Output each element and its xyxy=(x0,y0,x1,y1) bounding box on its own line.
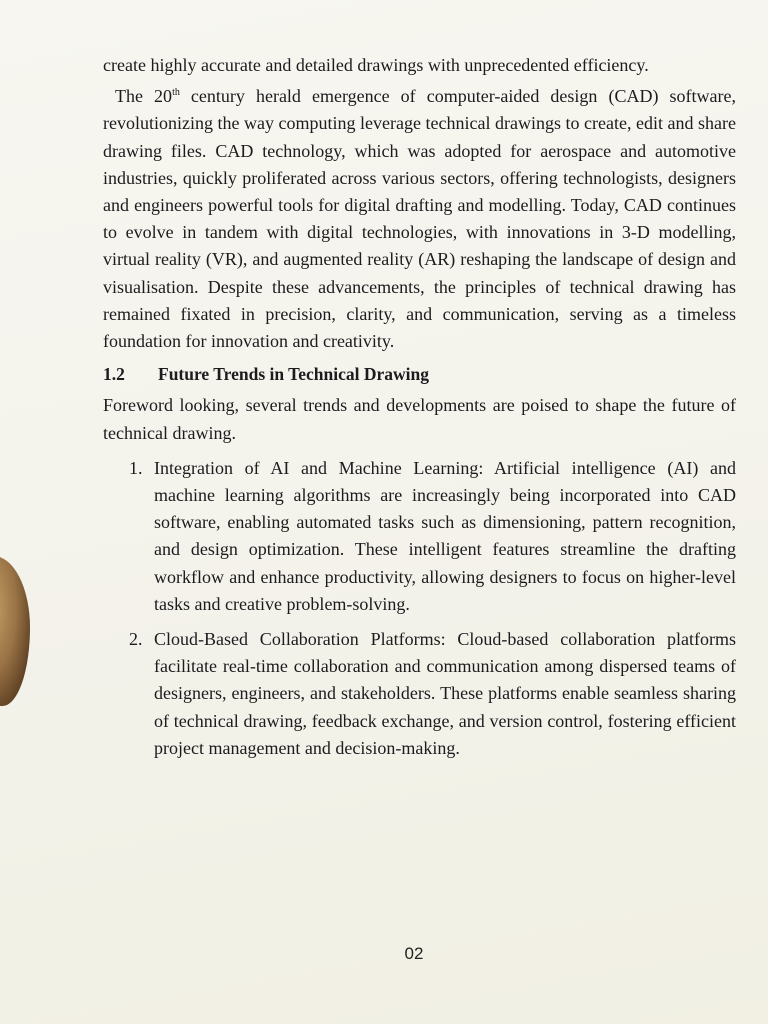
thumb-image xyxy=(0,556,30,706)
list-item xyxy=(103,626,736,762)
list-marker: 1. xyxy=(129,457,143,478)
section-number: 1.2 xyxy=(103,364,125,385)
intro-line: create highly accurate and detailed drawings with unprecedented efficiency. xyxy=(103,55,649,75)
list-item-text: Integration of AI and Machine Learning: Artificial intelligence (AI) and machine learning algorithms are increasingly being incorporated into CAD software, enabling automated tasks such as dimensioning, pattern recognition, and design optimization. These intelligent features streamline the drafting workflow and enhance productivity, allowing designers to focus on higher-level tasks and creative problem-solving. xyxy=(154,457,736,614)
list-item-text: Cloud-Based Collaboration Platforms: Cloud-based collaboration platforms facilitate real-time collaboration and communication among dispersed teams of designers, engineers, and stakeholders. These platforms enable seamless sharing of technical drawing, feedback exchange, and version control, fostering efficient project management and decision-making. xyxy=(154,629,736,758)
para-rest: century herald emergence of computer-aided design (CAD) software, revolutionizing the way computing leverage technical drawings to create, edit and share drawing files. CAD technology, which was adopted for aerospace and automotive industries, quickly proliferated across various sectors, offering technologists, designers and engineers powerful tools for digital drafting and modelling. Today, CAD continues to evolve in tandem with digital technologies, with innovations in 3-D modelling, virtual reality (VR), and augmented reality (AR) reshaping the landscape of design and visualisation. Despite these advancements, the principles of technical drawing has remained fixated in precision, clarity, and communication, serving as a timeless foundation for innovation and creativity. xyxy=(103,86,737,352)
cad-history-paragraph xyxy=(103,83,736,355)
section-intro: Foreword looking, several trends and developments are poised to shape the future of technical drawing. xyxy=(103,395,736,443)
para-prefix: The 20 xyxy=(115,86,173,107)
page-number: 02 xyxy=(404,944,424,963)
section-heading xyxy=(103,361,736,388)
trends-list xyxy=(103,455,736,762)
list-marker: 2. xyxy=(129,629,143,650)
list-item xyxy=(103,455,736,618)
page-body xyxy=(103,52,736,762)
section-title: Future Trends in Technical Drawing xyxy=(158,364,429,385)
superscript-th: th xyxy=(172,87,180,99)
